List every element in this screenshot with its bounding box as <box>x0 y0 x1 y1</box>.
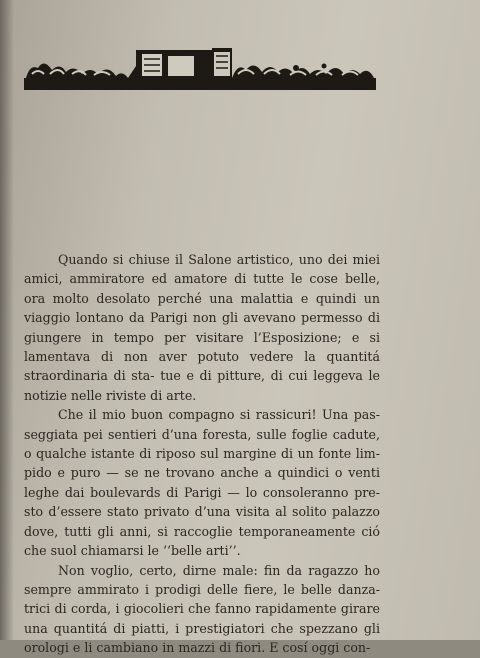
text-line: Quando si chiuse il Salone artistico, uno dei miei <box>58 252 380 267</box>
body-text <box>24 250 380 658</box>
text-line: orologi e li cambiano in mazzi di fiori. E cosí oggi con- <box>24 640 371 656</box>
text-line: leghe dai boulevards di Parigi — lo consoleranno pre- <box>24 484 380 500</box>
text-line: Non voglio, certo, dirne male: fin da ragazzo ho <box>58 562 380 578</box>
paragraph-3 <box>24 561 380 658</box>
text-line: sempre ammirato i prodigi delle fiere, le belle danza- <box>24 581 380 597</box>
paragraph-1 <box>24 250 380 405</box>
text-line: Che il mio buon compagno si rassicuri! Una pas- <box>58 407 380 423</box>
text-line: lontano da Parigi non gli avevano permesso di giungere <box>24 310 380 345</box>
text-line: amici, ammiratore ed amatore di tutte le cose belle, ora <box>24 271 380 306</box>
text-line: molto desolato perché una malattia e quindi un viaggio <box>24 290 380 326</box>
text-line: tue e di pitture, di cui leggeva le notizie nelle riviste <box>24 368 380 403</box>
text-line: sto d’essere stato privato d’una visita al solito palazzo <box>24 504 380 520</box>
text-line: di arte. <box>150 387 197 403</box>
text-line: seggiata pei sentieri d’una foresta, sulle foglie cadute, <box>24 426 380 442</box>
text-line: pido e puro — se ne trovano anche a quindici o venti <box>24 465 380 481</box>
text-line: dove, tutti gli anni, si raccoglie temporaneamente ció <box>24 523 380 539</box>
text-line: in tempo per visitare l’Esposizione; e si lamentava di <box>24 329 380 365</box>
woodcut-headpiece-ornament <box>24 44 376 94</box>
paragraph-2 <box>24 405 380 560</box>
page-gutter-shadow <box>0 0 14 640</box>
text-line: una quantitá di piatti, i prestigiatori che spezzano gli <box>24 620 380 636</box>
text-line: o qualche istante di riposo sul margine di un fonte lim- <box>24 446 380 462</box>
text-line: trici di corda, i giocolieri che fanno rapidamente girare <box>24 601 380 617</box>
text-line: che suol chiamarsi le ‘‘belle arti’’. <box>24 543 241 559</box>
text-line: non aver potuto vedere la quantitá straordinaria di sta- <box>24 349 380 384</box>
